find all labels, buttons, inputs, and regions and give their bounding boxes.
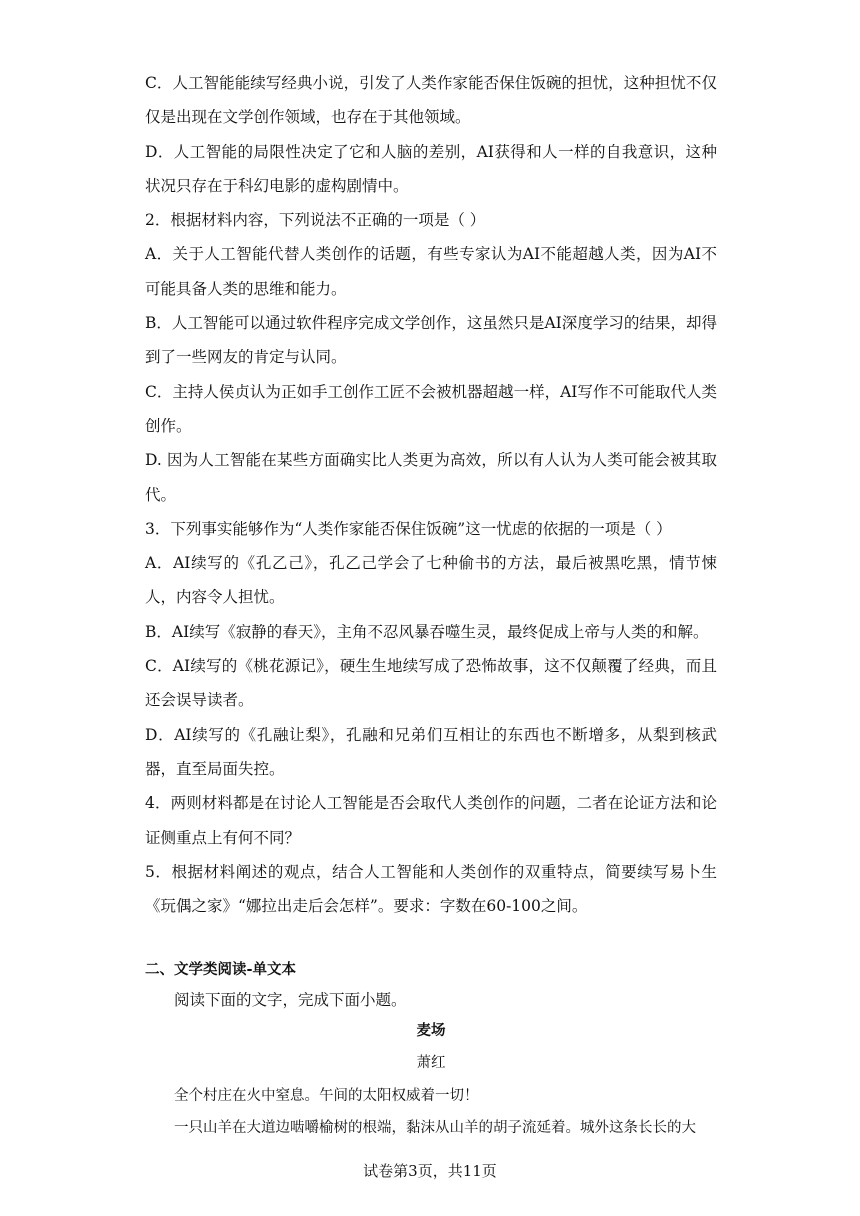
reading-instruction: 阅读下面的文字，完成下面小题。 <box>174 991 407 1009</box>
story-paragraph: 一只山羊在大道边啮嚼榆树的根端，黏沫从山羊的胡子流延着。城外这条长长的大 <box>174 1120 696 1136</box>
story-author: 萧红 <box>416 1055 446 1071</box>
option-d-q2: D. 因为人工智能在某些方面确实比人类更为高效，所以有人认为人类可能会被其取代。 <box>145 451 717 504</box>
option-a-q3: A．AI续写的《孔乙己》，孔乙己学会了七种偷书的方法，最后被黑吃黑，情节悚人，内容令人担忧。 <box>145 554 717 607</box>
question-5: 5．根据材料阐述的观点，结合人工智能和人类创作的双重特点，简要续写易卜生《玩偶之家》“娜拉出走后会怎样”。要求：字数在60-100之间。 <box>145 862 717 916</box>
option-b-q3: B．AI续写《寂静的春天》，主角不忍风暴吞噬生灵，最终促成上帝与人类的和解。 <box>145 622 709 641</box>
question-3: 3．下列事实能够作为“人类作家能否保住饭碗”这一忧虑的依据的一项是（ ） <box>145 519 672 538</box>
story-body <box>145 1080 717 1144</box>
question-text-block <box>145 66 717 923</box>
story-paragraph: 全个村庄在火中窒息。午间的太阳权威着一切！ <box>174 1088 479 1104</box>
section-heading: 二、文学类阅读-单文本 <box>145 962 297 978</box>
option-c-q3: C．AI续写的《桃花源记》，硬生生地续写成了恐怖故事，这不仅颠覆了经典，而且还会误导读者。 <box>145 657 717 710</box>
question-4: 4．两则材料都是在讨论人工智能是否会取代人类创作的问题，二者在论证方法和论证侧重点上有何不同？ <box>145 794 717 847</box>
page-footer: 试卷第3页，共11页 <box>363 1162 497 1180</box>
option-d-q3: D．AI续写的《孔融让梨》，孔融和兄弟们互相让的东西也不断增多，从梨到核武器，直至局面失控。 <box>145 725 717 778</box>
option-b-q2: B．人工智能可以通过软件程序完成文学创作，这虽然只是AI深度学习的结果，却得到了一些网友的肯定与认同。 <box>145 314 717 367</box>
option-a-q2: A．关于人工智能代替人类创作的话题，有些专家认为AI不能超越人类，因为AI不可能具备人类的思维和能力。 <box>145 245 717 298</box>
option-c-q2: C．主持人侯贞认为正如手工创作工匠不会被机器超越一样，AI写作不可能取代人类创作。 <box>145 382 717 435</box>
story-title: 麦场 <box>416 1023 446 1039</box>
question-2: 2．根据材料内容，下列说法不正确的一项是（ ） <box>145 211 486 230</box>
option-d-q1: D．人工智能的局限性决定了它和人脑的差别，AI获得和人一样的自我意识，这种状况只存在于科幻电影的虚构剧情中。 <box>145 142 717 195</box>
option-c-q1: C．人工智能能续写经典小说，引发了人类作家能否保住饭碗的担忧，这种担忧不仅仅是出现在文学创作领域，也存在于其他领域。 <box>145 74 717 127</box>
